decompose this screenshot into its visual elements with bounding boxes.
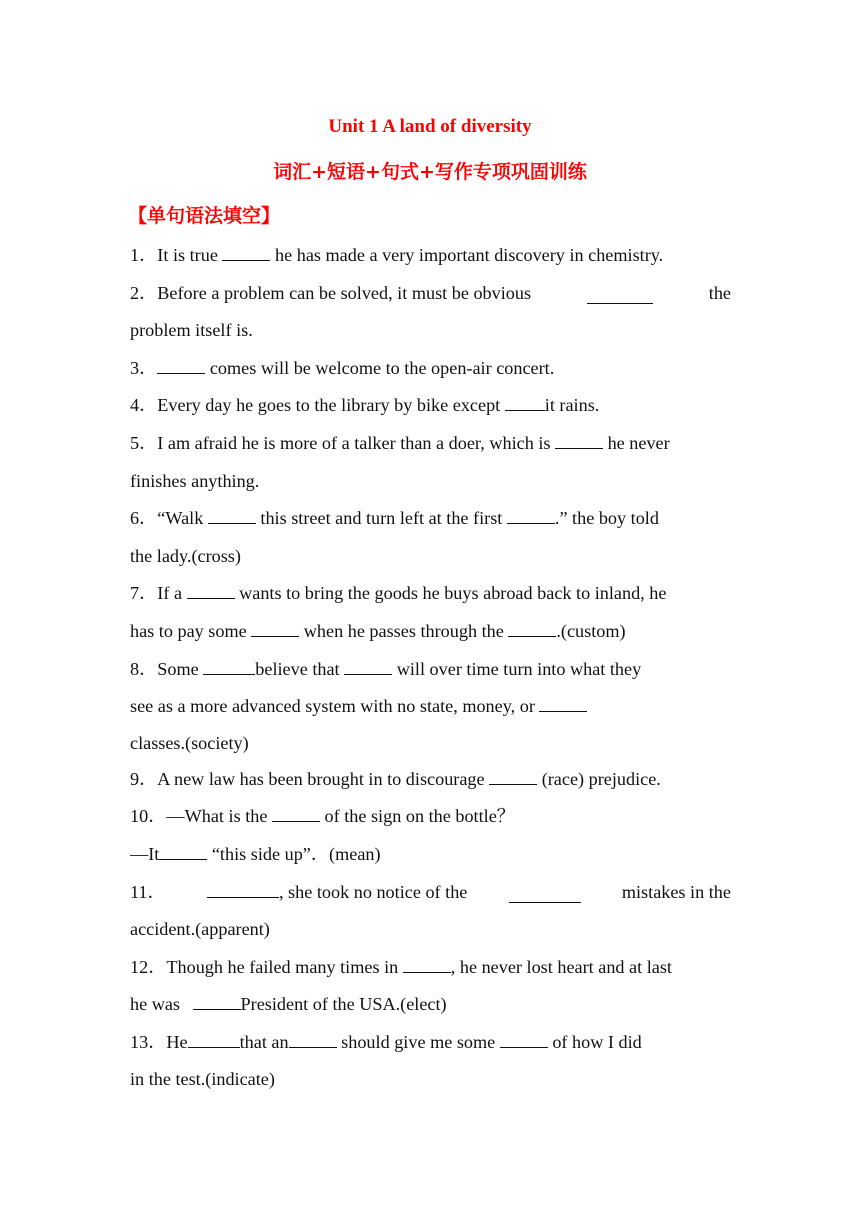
question-number: 11．	[130, 881, 166, 902]
question-text: see as a more advanced system with no state, money, or	[130, 696, 535, 717]
answer-blank[interactable]	[272, 803, 320, 822]
answer-blank[interactable]	[193, 991, 241, 1010]
question-text: He	[166, 1031, 188, 1052]
question-text: this street and turn left at the first	[260, 508, 503, 529]
question-8-continued-2	[130, 726, 731, 761]
question-2	[130, 275, 731, 313]
question-7	[130, 575, 731, 613]
answer-blank[interactable]	[500, 1029, 548, 1048]
question-text: If a	[157, 583, 183, 604]
question-text: finishes anything.	[130, 470, 260, 491]
question-5	[130, 425, 731, 463]
exercise-list	[130, 237, 731, 1099]
question-text: problem itself is.	[130, 320, 253, 341]
question-number: 9．	[130, 768, 158, 789]
question-number: 2．	[130, 282, 158, 303]
question-2-continued	[130, 312, 731, 350]
question-9	[130, 761, 731, 799]
question-text: believe that	[255, 658, 340, 679]
answer-blank[interactable]	[509, 884, 581, 903]
question-13-continued	[130, 1061, 731, 1099]
question-number: 3．	[130, 357, 158, 378]
question-text: of the sign on the bottle？	[324, 806, 515, 827]
question-text: that an	[239, 1031, 289, 1052]
question-number: 8．	[130, 658, 158, 679]
question-text: (race) prejudice.	[541, 768, 661, 789]
document-title: Unit 1 A land of diversity	[328, 116, 532, 137]
question-8	[130, 651, 731, 689]
question-text: when he passes through the	[303, 620, 504, 641]
answer-blank[interactable]	[187, 580, 235, 599]
question-number: 5．	[130, 432, 158, 453]
answer-blank[interactable]	[539, 693, 587, 712]
question-number: 7．	[130, 583, 158, 604]
question-number: 4．	[130, 395, 158, 416]
question-text: he was	[130, 994, 180, 1015]
question-12-continued	[130, 986, 731, 1024]
answer-blank[interactable]	[555, 430, 603, 449]
question-text: mistakes in the	[621, 881, 731, 902]
question-text: I am afraid he is more of a talker than a doer, which is	[157, 432, 551, 453]
question-text: Before a problem can be solved, it must be obvious	[157, 282, 532, 303]
question-6	[130, 500, 731, 538]
question-text: accident.(apparent)	[130, 919, 270, 940]
question-11-continued	[130, 911, 731, 949]
answer-blank[interactable]	[587, 285, 653, 304]
question-text: classes.(society)	[130, 732, 249, 753]
document-subtitle: 词汇+短语+句式+写作专项巩固训练	[273, 161, 587, 183]
answer-blank[interactable]	[203, 656, 255, 675]
answer-blank[interactable]	[159, 841, 207, 860]
answer-blank[interactable]	[208, 505, 256, 524]
answer-blank[interactable]	[505, 392, 545, 411]
question-text: he has made a very important discovery in chemistry.	[275, 245, 664, 265]
question-text: Though he failed many times in	[166, 956, 399, 977]
question-number: 12．	[130, 956, 167, 977]
answer-blank[interactable]	[289, 1029, 337, 1048]
question-10	[130, 798, 731, 836]
question-10-continued	[130, 836, 731, 874]
question-3	[130, 350, 731, 388]
question-text: in the test.(indicate)	[130, 1069, 275, 1090]
answer-blank[interactable]	[207, 879, 279, 898]
question-text: the lady.(cross)	[130, 545, 241, 566]
question-text: comes will be welcome to the open-air concert.	[209, 357, 555, 378]
answer-blank[interactable]	[157, 355, 205, 374]
question-text: wants to bring the goods he buys abroad back to inland, he	[239, 583, 667, 604]
section-heading: 【单句语法填空】	[128, 205, 281, 227]
question-text: .” the boy told	[554, 508, 659, 529]
question-number: 13．	[130, 1031, 167, 1052]
question-text: Some	[157, 658, 199, 679]
question-8-continued	[130, 688, 731, 726]
answer-blank[interactable]	[188, 1029, 240, 1048]
answer-blank[interactable]	[489, 766, 537, 785]
question-text: he never	[607, 432, 670, 453]
question-5-continued	[130, 463, 731, 501]
question-text: —What is the	[166, 806, 268, 827]
question-text: should give me some	[341, 1031, 496, 1052]
question-text: A new law has been brought in to discourage	[157, 768, 485, 789]
answer-blank[interactable]	[508, 618, 556, 637]
question-13	[130, 1024, 731, 1062]
question-text: “Walk	[157, 508, 204, 529]
question-number: 6．	[130, 508, 158, 529]
question-number: 10．	[130, 806, 167, 827]
question-text: of how I did	[552, 1031, 642, 1052]
question-text: , she took no notice of the	[278, 881, 468, 902]
question-text: “this side up”．(mean)	[211, 843, 381, 864]
question-text: .(custom)	[556, 620, 626, 641]
question-4	[130, 387, 731, 425]
question-12	[130, 949, 731, 987]
question-text: —It	[130, 843, 160, 864]
question-text: the	[708, 282, 731, 303]
question-text: , he never lost heart and at last	[450, 956, 672, 977]
question-6-continued	[130, 538, 731, 576]
question-text: It is true	[157, 245, 218, 265]
answer-blank[interactable]	[251, 618, 299, 637]
answer-blank[interactable]	[344, 656, 392, 675]
question-7-continued	[130, 613, 731, 651]
question-1	[130, 237, 731, 275]
question-text: Every day he goes to the library by bike except	[157, 395, 501, 416]
question-number: 1．	[130, 245, 158, 265]
answer-blank[interactable]	[222, 242, 270, 261]
question-text: President of the USA.(elect)	[240, 994, 447, 1015]
question-text: it rains.	[544, 395, 600, 416]
question-text: has to pay some	[130, 620, 247, 641]
answer-blank[interactable]	[403, 954, 451, 973]
question-text: will over time turn into what they	[396, 658, 642, 679]
answer-blank[interactable]	[507, 505, 555, 524]
question-11	[130, 874, 731, 912]
